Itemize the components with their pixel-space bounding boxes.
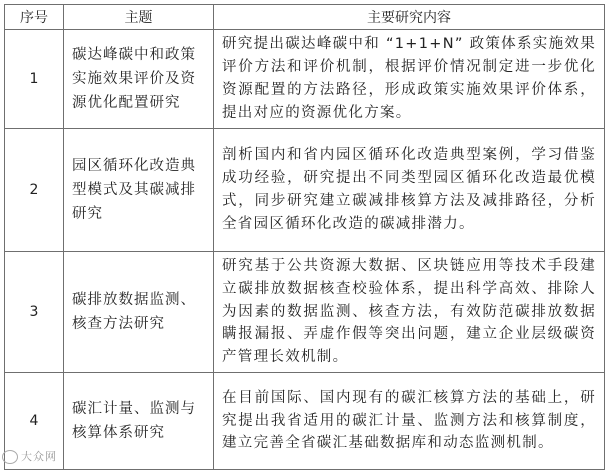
table-row [5,30,605,129]
watermark [2,448,57,464]
header-content: 主要研究内容 [214,5,605,30]
row-topic: 碳达峰碳中和政策实施效果评价及资源优化配置研究 [64,30,214,129]
row-number: 1 [5,30,64,129]
watermark-text: 大众网 [21,450,57,463]
research-topics-table-wrapper [4,4,605,470]
table-row [5,129,605,252]
row-content: 在目前国际、国内现有的碳汇核算方法的基础上，研究提出我省适用的碳汇计量、监测方法和核算制度，建立完善全省碳汇基础数据库和动态监测机制。 [214,373,605,470]
row-topic: 园区循环化改造典型模式及其碳减排研究 [64,129,214,252]
row-topic: 碳汇计量、监测与核算体系研究 [64,373,214,470]
row-content: 研究基于公共资源大数据、区块链应用等技术手段建立碳排放数据核查校验体系，提出科学高效、排除人为因素的数据监测、核查方法，有效防范碳排放数据瞒报漏报、弄虚作假等突出问题，建立企业层级碳资产管理长效机制。 [214,252,605,373]
table-header-row [5,5,605,30]
watermark-logo-icon [2,450,18,464]
row-content: 研究提出碳达峰碳中和 “1+1+N” 政策体系实施效果评价方法和评价机制，根据评价情况制定进一步优化资源配置的方法路径，形成政策实施效果评价体系，提出对应的资源优化方案。 [214,30,605,129]
row-number: 4 [5,373,64,470]
research-topics-table [4,4,605,470]
table-row [5,252,605,373]
row-content: 剖析国内和省内园区循环化改造典型案例，学习借鉴成功经验，研究提出不同类型园区循环化改造最优模式，同步研究建立碳减排核算方法及减排路径，分析全省园区循环化改造的碳减排潜力。 [214,129,605,252]
row-number: 3 [5,252,64,373]
row-topic: 碳排放数据监测、核查方法研究 [64,252,214,373]
table-row [5,373,605,470]
header-no: 序号 [5,5,64,30]
row-number: 2 [5,129,64,252]
header-topic: 主题 [64,5,214,30]
